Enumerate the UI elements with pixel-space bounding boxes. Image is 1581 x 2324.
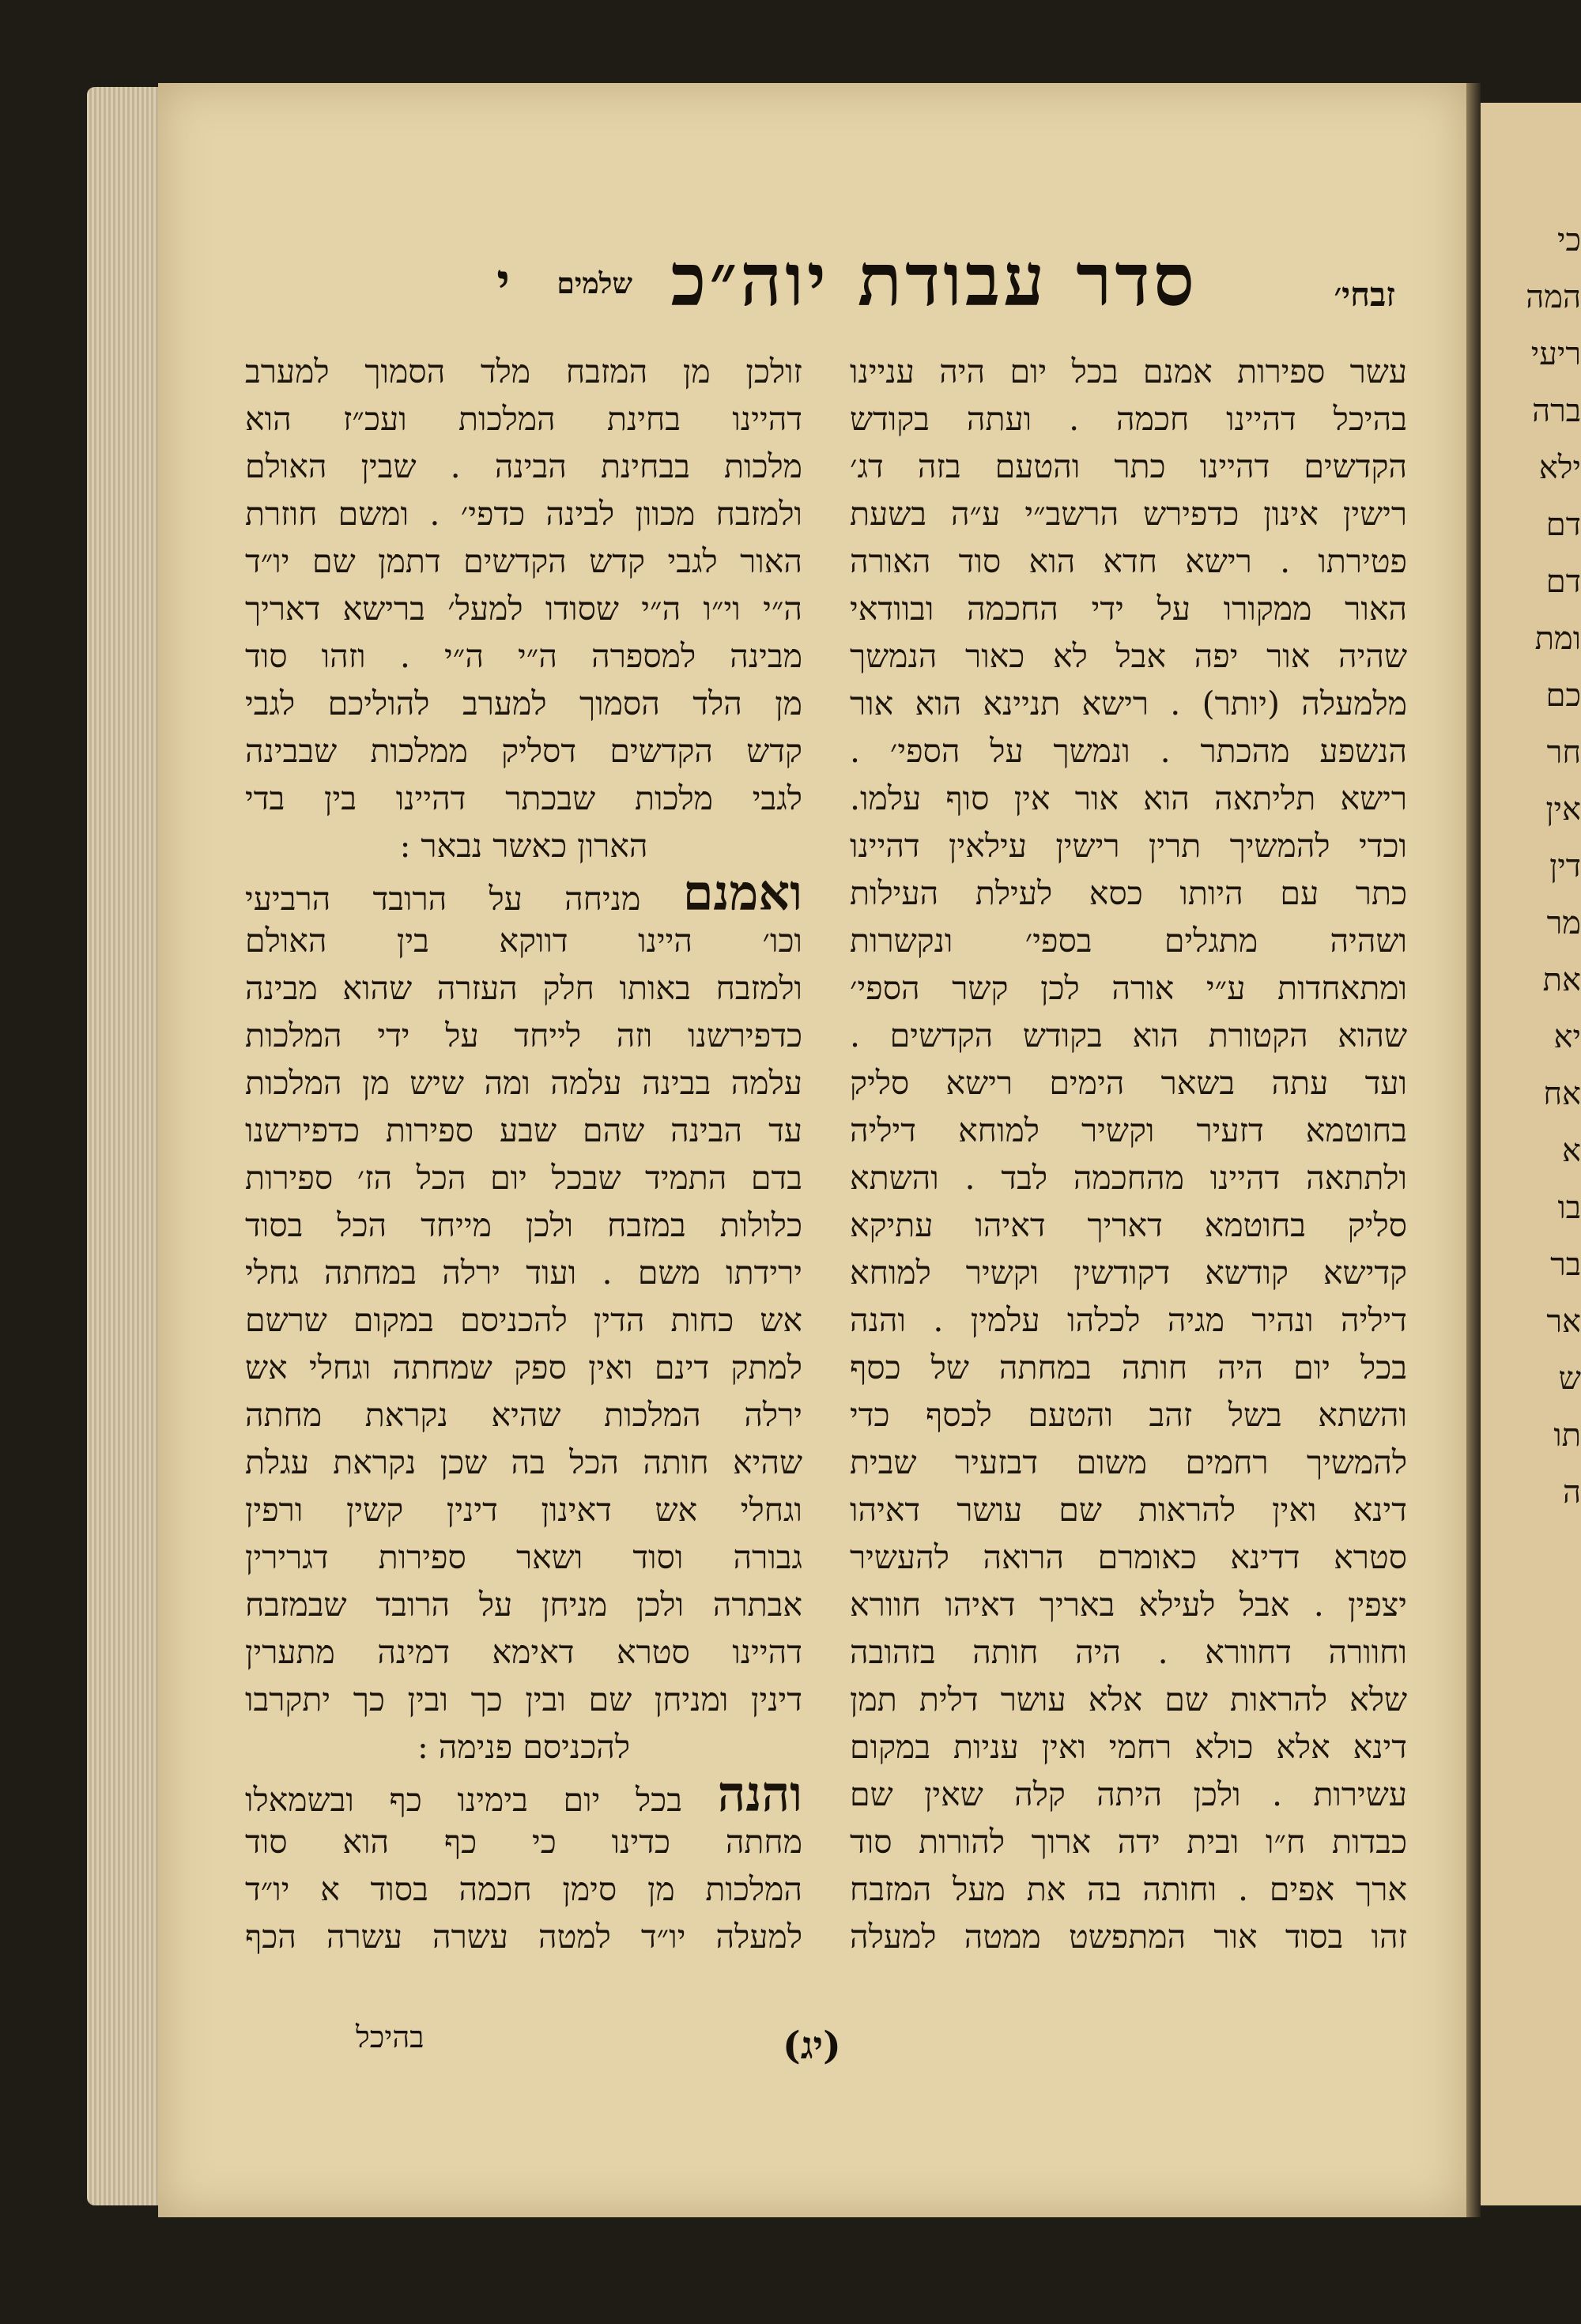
text-line: עשירות . ולכן היתה קלה שאין שם <box>850 1775 1407 1813</box>
text-line: ועד עתה בשאר הימים רישא סליק <box>850 1064 1407 1102</box>
text-line: ירידתו משם . ועוד ירלה במחתה גחלי <box>245 1254 802 1292</box>
text-line: עשר ספירות אמנם בכל יום היה עניינו <box>850 353 1407 390</box>
next-page-strip <box>1481 103 1581 2205</box>
next-page-fragment: ברה <box>1532 393 1581 429</box>
opening-word: ואמנם <box>682 870 802 917</box>
text-line: ולמזבח מכוון לבינה כדפי׳ . ומשם חוזרת <box>245 495 802 533</box>
text-line: הקדשים דהיינו כתר והטעם בזה דג׳ <box>850 447 1407 485</box>
text-line: בדם התמיד שבכל יום הכל הז׳ ספירות <box>245 1159 802 1197</box>
text-line: מחתה כדינו כי כף הוא סוד <box>245 1823 802 1861</box>
text-line: שהוא הקטורת הוא בקודש הקדשים . <box>850 1017 1407 1054</box>
text-line: דהיינו בחינת המלכות ועכ״ז הוא <box>245 400 802 438</box>
text-line: ולתתאה דהיינו מהחכמה לבד . והשתא <box>850 1159 1407 1197</box>
text-line: וגחלי אש דאינון דינין קשין ורפין <box>245 1491 802 1529</box>
text-line: וחוורה דחוורא . היה חותה בזהובה <box>850 1633 1407 1671</box>
text-line: למעלה יו״ד למטה עשרה עשרה הכף <box>245 1918 802 1956</box>
text-line: ומתאחדות ע״י אורה לכן קשר הספי׳ <box>850 969 1407 1007</box>
next-page-fragment: תו <box>1553 1417 1581 1454</box>
next-page-fragment: כם <box>1545 677 1581 714</box>
next-page-fragment: ה <box>1562 1474 1581 1511</box>
text-line: עלמה בבינה עלמה ומה שיש מן המלכות <box>245 1064 802 1102</box>
text-line: זולכן מן המזבח מלד הסמוך למערב <box>245 353 802 390</box>
text-line: ירלה המלכות שהיא נקראת מחתה <box>245 1396 802 1434</box>
next-page-fragment: המה <box>1526 279 1581 315</box>
text-line: כתר עם היותו כסא לעילת העילות <box>850 874 1407 912</box>
text-line: האור לגבי קדש הקדשים דתמן שם יו״ד <box>245 542 802 580</box>
next-page-fragment: ומת <box>1534 621 1581 657</box>
next-page-fragment: חר <box>1546 734 1581 771</box>
text-line: וכדי להמשיך תרין רישין עילאין דהיינו <box>850 827 1407 865</box>
book-edge <box>87 87 158 2205</box>
text-line: קדש הקדשים דסליק ממלכות שבבינה <box>245 732 802 770</box>
folio-number: (יג) <box>783 2024 841 2068</box>
text-line: רישא תליתאה הוא אור אין סוף עלמו. <box>850 779 1407 817</box>
next-page-fragment: ש <box>1558 1360 1581 1397</box>
next-page-fragment: אח <box>1543 1076 1581 1112</box>
text-line: האור ממקורו על ידי החכמה ובוודאי <box>850 590 1407 628</box>
next-page-fragment: דם <box>1545 507 1581 543</box>
text-line: להמשיך רחמים משום דבזעיר שבית <box>850 1443 1407 1481</box>
text-line: אש כחות הדין להכניסם במקום שרשם <box>245 1301 802 1339</box>
text-line: לגבי מלכות שבכתר דהיינו בין בדי <box>245 779 802 817</box>
text-line: בחוטמא דזעיר וקשיר למוחא דיליה <box>850 1111 1407 1149</box>
text-line: שהיה אור יפה אבל לא כאור הנמשך <box>850 637 1407 675</box>
opening-line-text: בכל יום בימינו כף ובשמאלו <box>245 1781 682 1818</box>
paragraph-opening-line <box>245 1771 802 1818</box>
paragraph-end-line: הארון כאשר נבאר : <box>399 827 648 865</box>
next-page-fragment: אין <box>1545 791 1581 828</box>
next-page-fragment: א <box>1561 1133 1581 1169</box>
next-page-fragment: דין <box>1549 848 1581 885</box>
text-line: אבתרה ולכן מניחן על הרובד שבמזבח <box>245 1586 802 1624</box>
text-line: ה״י וי״ו ה״י שסודו למעל׳ ברישא דאריך <box>245 590 802 628</box>
text-line: המלכות מן סימן חכמה בסוד א יו״ד <box>245 1870 802 1908</box>
header-title: סדר עבודת יוה״כ <box>670 237 1198 323</box>
text-line: דינא ואין להראות שם עושר דאיהו <box>850 1491 1407 1529</box>
text-line: כלולות במזבח ולכן מייחד הכל בסוד <box>245 1206 802 1244</box>
text-line: והשתא בשל זהב והטעם לכסף כדי <box>850 1396 1407 1434</box>
text-line: בהיכל דהיינו חכמה . ועתה בקודש <box>850 400 1407 438</box>
next-page-fragment: מר <box>1546 905 1581 941</box>
header-page-letter: י <box>496 253 510 312</box>
next-page-fragment: ריעי <box>1530 336 1581 372</box>
left-column <box>245 348 802 1960</box>
next-page-fragment: כי <box>1556 222 1581 258</box>
opening-word: והנה <box>717 1771 802 1818</box>
text-line: דינא אלא כולא רחמי ואין עניות במקום <box>850 1728 1407 1766</box>
text-line: מלמעלה (יותר) . רישא תניינא הוא אור <box>850 685 1407 722</box>
text-line: עד הבינה שהם שבע ספירות כדפירשנו <box>245 1111 802 1149</box>
text-line: קדישא קודשא דקודשין וקשיר למוחא <box>850 1254 1407 1292</box>
text-line: מבינה למספרה ה״י ה״י . וזהו סוד <box>245 637 802 675</box>
text-line: שהיא חותה הכל בה שכן נקראת עגלת <box>245 1443 802 1481</box>
text-line: וכו׳ היינו דווקא בין האולם <box>245 922 802 960</box>
text-line: ושהיה מתגלים בספי׳ ונקשרות <box>850 922 1407 960</box>
text-line: פטירתו . רישא חדא הוא סוד האורה <box>850 542 1407 580</box>
catchword: בהיכל <box>356 2020 424 2054</box>
next-page-fragment: יא <box>1553 1019 1581 1055</box>
next-page-fragment: בר <box>1550 1247 1581 1283</box>
next-page-fragment: אר <box>1546 1303 1581 1340</box>
text-line: למתק דינם ואין ספק שמחתה וגחלי אש <box>245 1349 802 1386</box>
running-header <box>158 237 1466 340</box>
paragraph-end-line: להכניסם פנימה : <box>417 1728 631 1766</box>
next-page-fragment: דם <box>1545 564 1581 600</box>
opening-line-text: מניחה על הרובד הרביעי <box>245 880 641 917</box>
text-line: דהיינו סטרא דאימא דמינה מתערין <box>245 1633 802 1671</box>
text-line: כדפירשנו וזה לייחד על ידי המלכות <box>245 1017 802 1054</box>
text-line: בכל יום היה חותה במחתה של כסף <box>850 1349 1407 1386</box>
header-subject: שלמים <box>557 267 632 300</box>
text-line: דינין ומניחן שם ובין כך ובין כך יתקרבו <box>245 1681 802 1718</box>
header-section-label: זבחי׳ <box>1334 275 1395 314</box>
text-line: רישין אינון כדפירש הרשב״י ע״ה בשעת <box>850 495 1407 533</box>
text-line: הנשפע מהכתר . ונמשך על הספי׳ . <box>850 732 1407 770</box>
text-line: ולמזבח באותו חלק העזרה שהוא מבינה <box>245 969 802 1007</box>
text-line: כבדות ח״ו ובית ידה ארוך להורות סוד <box>850 1823 1407 1861</box>
text-line: גבורה וסוד ושאר ספירות דגרירין <box>245 1538 802 1576</box>
text-line: סטרא דדינא כאומרם הרואה להעשיר <box>850 1538 1407 1576</box>
next-page-fragment: את <box>1542 962 1581 998</box>
next-page-fragment: בו <box>1557 1190 1581 1226</box>
text-line: שלא להראות שם אלא עושר דלית תמן <box>850 1681 1407 1718</box>
paragraph-opening-line <box>245 870 802 917</box>
next-page-fragment: ילא <box>1538 450 1581 486</box>
text-line: מלכות בבחינת הבינה . שבין האולם <box>245 447 802 485</box>
gutter <box>1466 83 1481 2217</box>
text-line: זהו בסוד אור המתפשט ממטה למעלה <box>850 1918 1407 1956</box>
text-line: ארך אפים . וחותה בה את מעל המזבח <box>850 1870 1407 1908</box>
right-column <box>850 348 1407 1960</box>
text-line: מן הלד הסמוך למערב להוליכם לגבי <box>245 685 802 722</box>
text-line: יצפין . אבל לעילא באריך דאיהו חוורא <box>850 1586 1407 1624</box>
text-line: סליק בחוטמא דאריך דאיהו עתיקא <box>850 1206 1407 1244</box>
text-line: דיליה ונהיר מגיה לכלהו עלמין . והנה <box>850 1301 1407 1339</box>
